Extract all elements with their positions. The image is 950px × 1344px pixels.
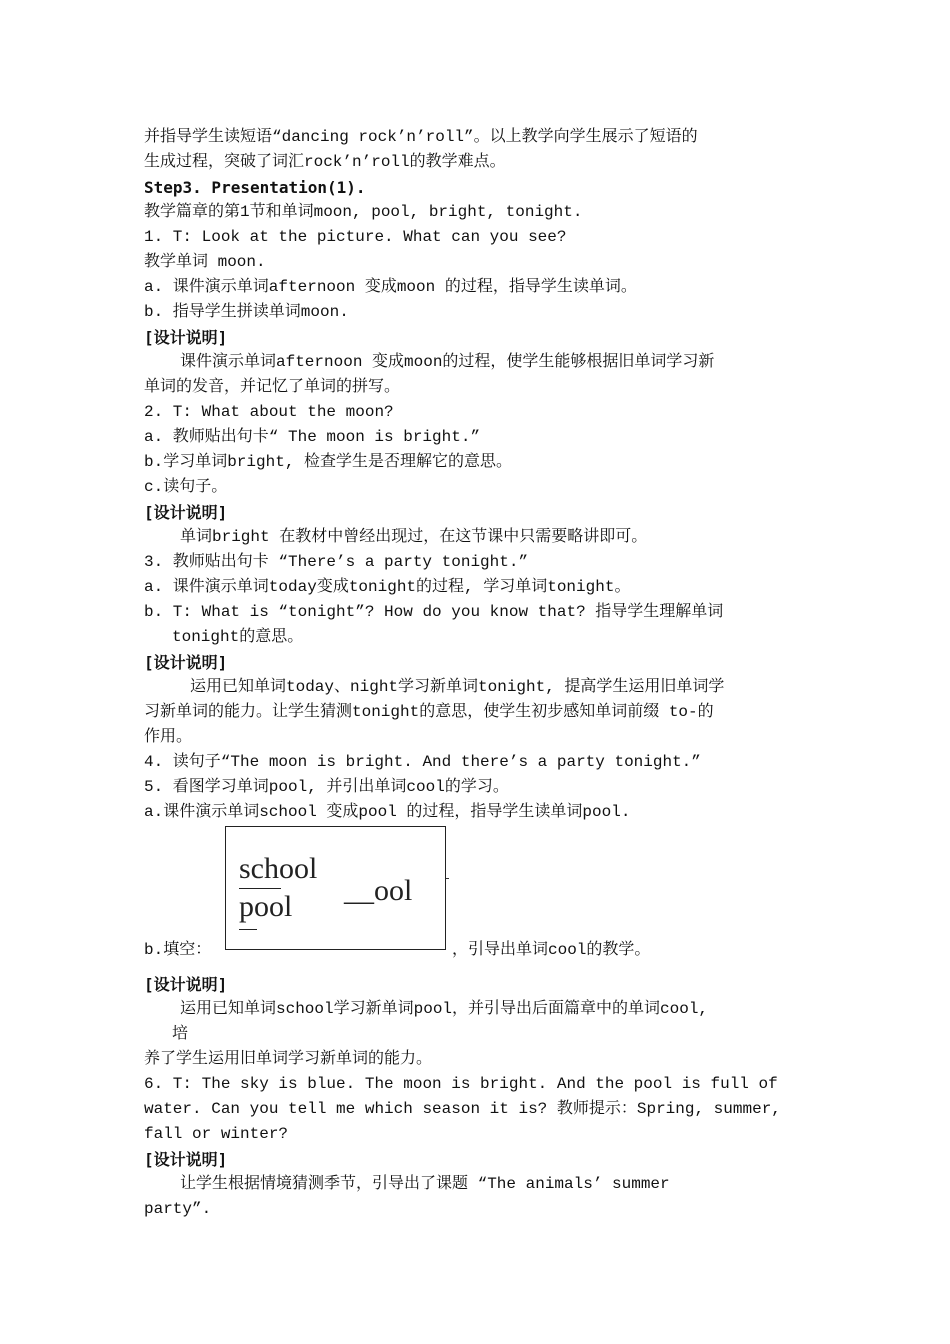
text-line: a. 教师贴出句卡“ The moon is bright.” (144, 428, 481, 446)
text-line: water. Can you tell me which season it is? 教师提示：Spring, summer, (144, 1100, 781, 1118)
figure-underline (239, 888, 281, 889)
text-line: 培 (172, 1025, 189, 1043)
text-line: 教学篇章的第1节和单词moon, pool, bright, tonight. (144, 203, 583, 221)
word-card-figure (225, 826, 446, 950)
text-line: 教学单词 moon. (144, 253, 266, 271)
text-line: party”. (144, 1200, 212, 1218)
text-line: 4. 读句子“The moon is bright. And there’s a party tonight.” (144, 753, 701, 771)
text-line: 生成过程，突破了词汇rock’n’roll的教学难点。 (144, 153, 506, 171)
text-line: a. 课件演示单词today变成tonight的过程, 学习单词tonight。 (144, 578, 631, 596)
text-line: 习新单词的能力。让学生猜测tonight的意思，使学生初步感知单词前缀 to-的 (144, 703, 714, 721)
figure-mark (446, 878, 449, 879)
text-line: 让学生根据情境猜测季节，引导出了课题 “The animals’ summer (180, 1175, 670, 1193)
design-note-heading: [设计说明] (144, 653, 228, 672)
figure-word-school: school (239, 852, 318, 885)
text-line: fall or winter? (144, 1125, 289, 1143)
text-line: 6. T: The sky is blue. The moon is bright. And the pool is full of (144, 1075, 778, 1093)
text-line: ，引导出单词cool的教学。 (452, 941, 651, 959)
design-note-heading: [设计说明] (144, 503, 228, 522)
figure-blank-word: __ool (344, 874, 413, 907)
text-line: 1. T: Look at the picture. What can you see? (144, 228, 567, 246)
figure-word-pool: pool (239, 890, 293, 923)
text-line: b.学习单词bright, 检查学生是否理解它的意思。 (144, 453, 513, 471)
design-note-heading: [设计说明] (144, 975, 228, 994)
text-line: 课件演示单词afternoon 变成moon的过程，使学生能够根据旧单词学习新 (180, 353, 715, 371)
text-line: 3. 教师贴出句卡 “There’s a party tonight.” (144, 553, 529, 571)
text-line: a. 课件演示单词afternoon 变成moon 的过程，指导学生读单词。 (144, 278, 637, 296)
design-note-heading: [设计说明] (144, 328, 228, 347)
text-line: a.课件演示单词school 变成pool 的过程，指导学生读单词pool. (144, 803, 631, 821)
text-line: 5. 看图学习单词pool, 并引出单词cool的学习。 (144, 778, 509, 796)
text-line: b. 指导学生拼读单词moon. (144, 303, 349, 321)
text-line: b. T: What is “tonight”? How do you know that? 指导学生理解单词 (144, 603, 724, 621)
text-line: b.填空： (144, 941, 212, 959)
figure-underline (239, 929, 257, 930)
text-line: 养了学生运用旧单词学习新单词的能力。 (144, 1050, 433, 1068)
text-line: 运用已知单词school学习新单词pool，并引导出后面篇章中的单词cool, (180, 1000, 709, 1018)
text-line: 单词的发音，并记忆了单词的拼写。 (144, 378, 401, 396)
design-note-heading: [设计说明] (144, 1150, 228, 1169)
text-line: 作用。 (144, 728, 193, 746)
text-line: tonight的意思。 (172, 628, 304, 646)
text-line: 运用已知单词today、night学习新单词tonight, 提高学生运用旧单词学 (190, 678, 725, 696)
text-line: c.读句子。 (144, 478, 228, 496)
text-line: 并指导学生读短语“dancing rock’n’roll”。以上教学向学生展示了短语的 (144, 128, 698, 146)
text-line: 2. T: What about the moon? (144, 403, 394, 421)
step-heading: Step3. Presentation(1). (144, 178, 366, 197)
text-line: 单词bright 在教材中曾经出现过，在这节课中只需要略讲即可。 (180, 528, 648, 546)
